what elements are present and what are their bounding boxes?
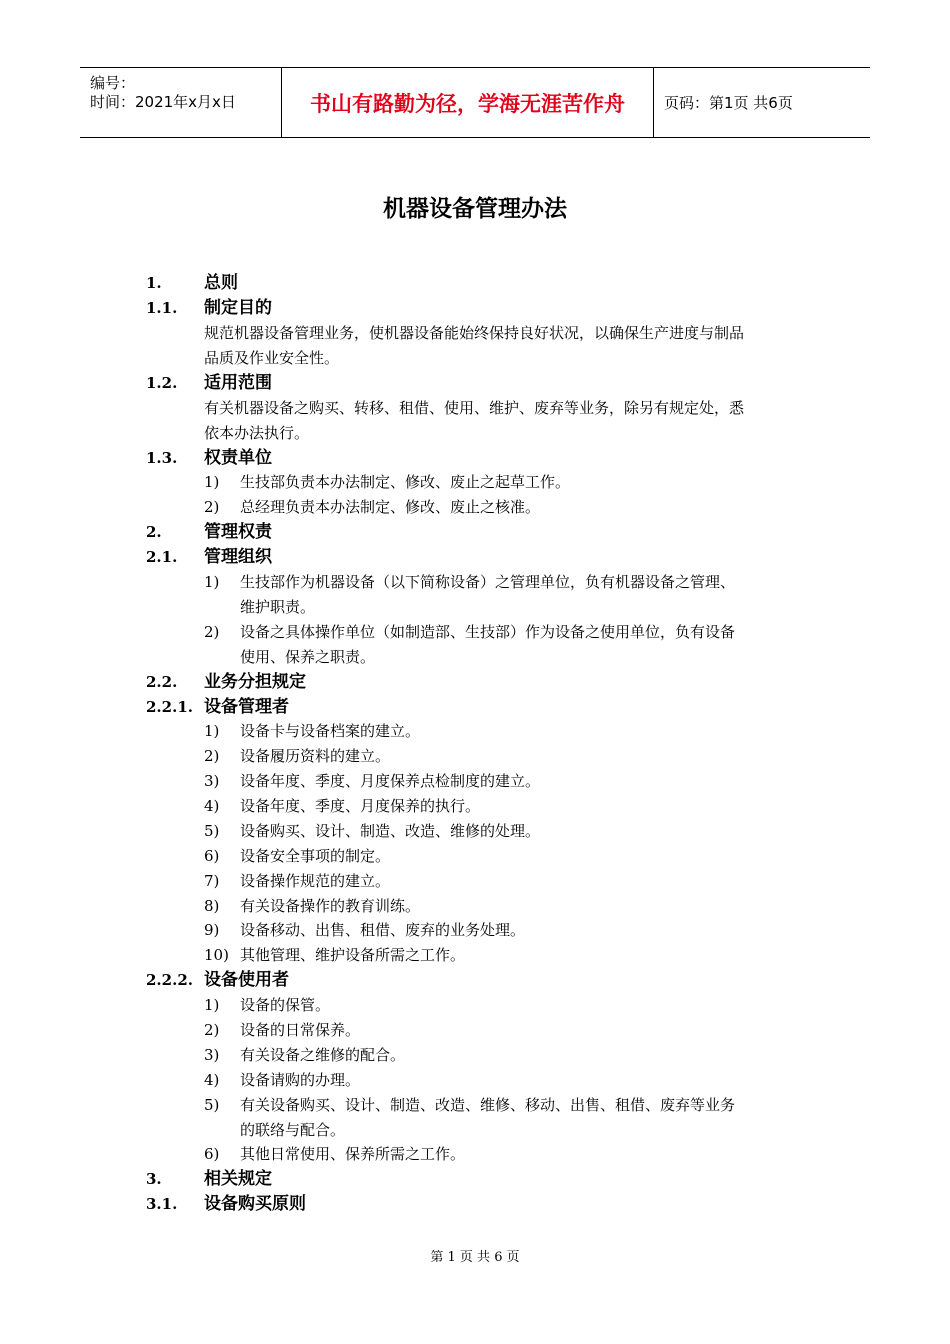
section-number: 1.1. xyxy=(146,299,178,317)
list-item xyxy=(0,496,950,518)
section-number: 2.2.2. xyxy=(146,971,193,989)
list-item xyxy=(0,845,950,867)
paragraph-line xyxy=(0,422,950,444)
section-title: 设备管理者 xyxy=(204,697,289,717)
list-text: 其他管理、维护设备所需之工作。 xyxy=(240,946,466,964)
section-title: 相关规定 xyxy=(204,1169,272,1189)
list-item xyxy=(0,919,950,941)
paragraph-text: 品质及作业安全性。 xyxy=(204,349,340,367)
section-title: 设备使用者 xyxy=(204,970,289,990)
list-text: 设备安全事项的制定。 xyxy=(240,847,391,865)
list-item xyxy=(0,1044,950,1066)
list-text: 设备年度、季度、月度保养点检制度的建立。 xyxy=(240,772,541,790)
list-item xyxy=(0,944,950,966)
list-text: 设备之具体操作单位（如制造部、生技部）作为设备之使用单位，负有设备 xyxy=(240,623,736,641)
list-text: 设备的日常保养。 xyxy=(240,1021,361,1039)
section-number: 2.1. xyxy=(146,548,178,566)
list-item xyxy=(0,1094,950,1116)
section-number: 1.3. xyxy=(146,449,178,467)
section-heading xyxy=(0,372,950,394)
section-number: 2.2.1. xyxy=(146,698,193,716)
section-heading xyxy=(0,696,950,718)
list-item xyxy=(0,745,950,767)
section-heading xyxy=(0,1193,950,1215)
section-heading xyxy=(0,546,950,568)
paragraph-text: 规范机器设备管理业务，使机器设备能始终保持良好状况，以确保生产进度与制品 xyxy=(204,324,745,342)
list-number: 2) xyxy=(204,1021,220,1039)
list-item xyxy=(0,820,950,842)
list-text: 的联络与配合。 xyxy=(240,1121,346,1139)
list-text: 有关设备之维修的配合。 xyxy=(240,1046,406,1064)
list-text: 维护职责。 xyxy=(240,598,316,616)
document-title: 机器设备管理办法 xyxy=(383,196,567,222)
section-heading xyxy=(0,272,950,294)
list-number: 2) xyxy=(204,747,220,765)
list-number: 10) xyxy=(204,946,229,964)
list-text: 设备的保管。 xyxy=(240,996,331,1014)
list-item xyxy=(0,895,950,917)
list-item xyxy=(0,994,950,1016)
list-number: 6) xyxy=(204,847,220,865)
list-text: 设备购买、设计、制造、改造、维修的处理。 xyxy=(240,822,541,840)
list-item xyxy=(0,471,950,493)
list-number: 9) xyxy=(204,921,220,939)
list-number: 4) xyxy=(204,1071,220,1089)
section-heading xyxy=(0,521,950,543)
list-text: 总经理负责本办法制定、修改、废止之核准。 xyxy=(240,498,541,516)
section-number: 3.1. xyxy=(146,1195,178,1213)
list-number: 1) xyxy=(204,573,220,591)
section-title: 业务分担规定 xyxy=(204,672,306,692)
paragraph-text: 有关机器设备之购买、转移、租借、使用、维护、废弃等业务，除另有规定处，悉 xyxy=(204,399,745,417)
section-heading xyxy=(0,671,950,693)
list-item xyxy=(0,770,950,792)
list-number: 2) xyxy=(204,498,220,516)
list-item xyxy=(0,571,950,593)
paragraph-text: 依本办法执行。 xyxy=(204,424,310,442)
motto: 书山有路勤为径，学海无涯苦作舟 xyxy=(282,68,654,137)
list-text: 有关设备操作的教育训练。 xyxy=(240,897,421,915)
section-number: 1. xyxy=(146,274,162,292)
list-number: 5) xyxy=(204,822,220,840)
time-label: 时间：2021年x月x日 xyxy=(90,93,236,111)
list-item-continuation xyxy=(0,646,950,668)
list-item xyxy=(0,795,950,817)
list-item xyxy=(0,1143,950,1165)
list-item xyxy=(0,1019,950,1041)
list-item xyxy=(0,870,950,892)
list-number: 7) xyxy=(204,872,220,890)
code-label: 编号： xyxy=(90,74,136,92)
list-number: 3) xyxy=(204,772,220,790)
section-heading xyxy=(0,297,950,319)
header-table xyxy=(80,67,870,138)
paragraph-line xyxy=(0,322,950,344)
section-number: 2.2. xyxy=(146,673,178,691)
list-number: 8) xyxy=(204,897,220,915)
list-text: 生技部负责本办法制定、修改、废止之起草工作。 xyxy=(240,473,571,491)
page-info: 页码：第1页 共6页 xyxy=(664,94,793,112)
section-title: 总则 xyxy=(204,273,238,293)
section-heading xyxy=(0,447,950,469)
section-number: 2. xyxy=(146,523,162,541)
section-title: 设备购买原则 xyxy=(204,1194,306,1214)
section-number: 3. xyxy=(146,1170,162,1188)
section-title: 管理组织 xyxy=(204,547,272,567)
list-text: 设备请购的办理。 xyxy=(240,1071,361,1089)
list-number: 1) xyxy=(204,722,220,740)
list-text: 设备卡与设备档案的建立。 xyxy=(240,722,421,740)
list-text: 使用、保养之职责。 xyxy=(240,648,376,666)
list-text: 设备年度、季度、月度保养的执行。 xyxy=(240,797,481,815)
list-item-continuation xyxy=(0,1119,950,1141)
section-title: 管理权责 xyxy=(204,522,272,542)
section-number: 1.2. xyxy=(146,374,178,392)
list-text: 其他日常使用、保养所需之工作。 xyxy=(240,1145,466,1163)
list-number: 1) xyxy=(204,473,220,491)
section-title: 适用范围 xyxy=(204,373,272,393)
header-info-cell xyxy=(80,68,282,137)
list-item xyxy=(0,1069,950,1091)
list-item-continuation xyxy=(0,596,950,618)
section-heading xyxy=(0,969,950,991)
list-item xyxy=(0,621,950,643)
list-text: 生技部作为机器设备（以下简称设备）之管理单位，负有机器设备之管理、 xyxy=(240,573,736,591)
paragraph-line xyxy=(0,347,950,369)
section-title: 制定目的 xyxy=(204,298,272,318)
list-text: 设备移动、出售、租借、废弃的业务处理。 xyxy=(240,921,526,939)
list-text: 设备操作规范的建立。 xyxy=(240,872,391,890)
section-heading xyxy=(0,1168,950,1190)
list-number: 6) xyxy=(204,1145,220,1163)
paragraph-line xyxy=(0,397,950,419)
list-number: 5) xyxy=(204,1096,220,1114)
list-text: 有关设备购买、设计、制造、改造、维修、移动、出售、租借、废弃等业务 xyxy=(240,1096,736,1114)
list-number: 3) xyxy=(204,1046,220,1064)
list-text: 设备履历资料的建立。 xyxy=(240,747,391,765)
list-number: 2) xyxy=(204,623,220,641)
list-number: 4) xyxy=(204,797,220,815)
list-item xyxy=(0,720,950,742)
section-title: 权责单位 xyxy=(204,448,272,468)
list-number: 1) xyxy=(204,996,220,1014)
page-footer: 第 1 页 共 6 页 xyxy=(430,1250,520,1265)
